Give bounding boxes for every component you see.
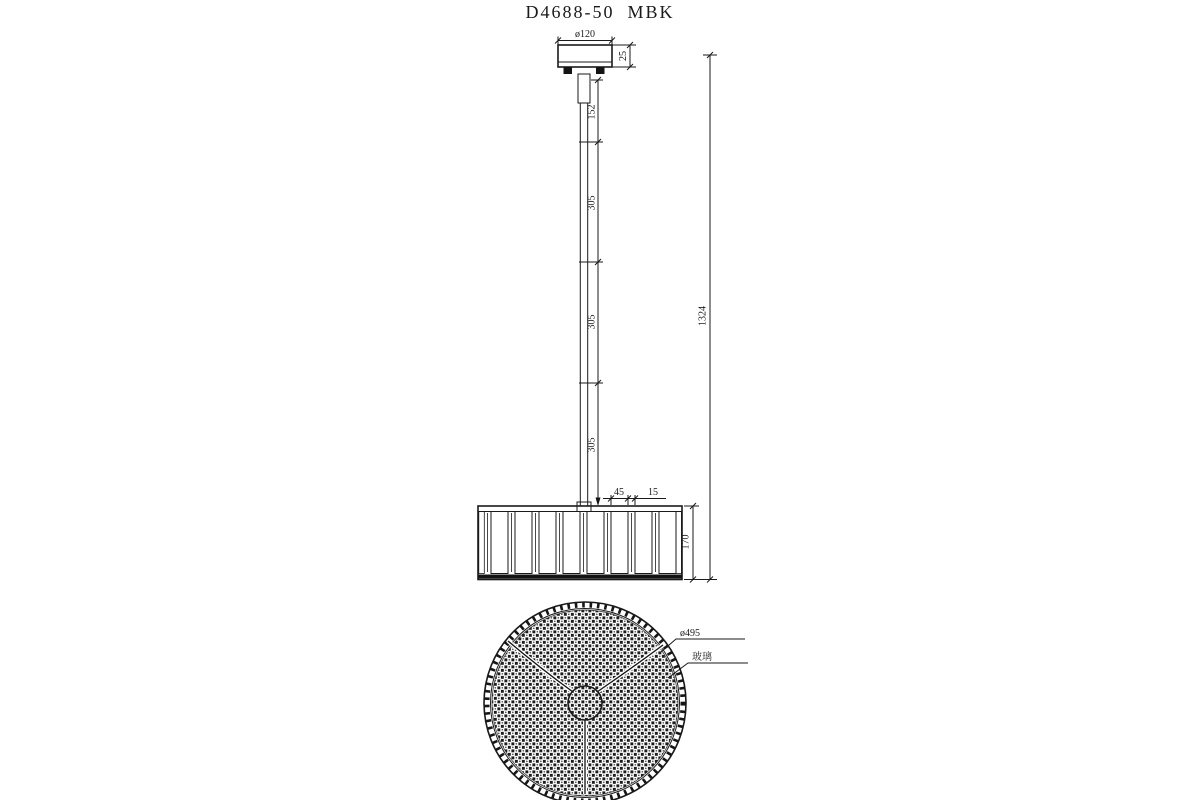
canopy-height-label: 25 xyxy=(618,51,629,61)
canopy-foot-left xyxy=(564,67,573,74)
crystal-strip xyxy=(587,512,604,574)
canopy-diameter-label: ø120 xyxy=(575,29,595,40)
panel-width-label: 45 xyxy=(614,487,624,498)
crystal-strip xyxy=(659,512,676,574)
crystal-strip xyxy=(479,512,485,574)
rod-segment-label-3: 305 xyxy=(586,314,598,330)
overall-height-label: 1324 xyxy=(697,306,709,326)
canopy-diameter-dimension xyxy=(555,29,615,45)
panel-gap-label: 15 xyxy=(648,487,658,498)
canopy-side-view xyxy=(555,29,636,103)
dimension-arrow-down xyxy=(596,498,601,507)
rod-segment-label-1: 152 xyxy=(586,104,598,120)
crystal-strip xyxy=(515,512,532,574)
crystal-strip xyxy=(611,512,628,574)
canopy-stem xyxy=(578,74,590,103)
crystal-strip xyxy=(491,512,508,574)
overall-height-dimension xyxy=(684,52,717,583)
crystal-strip xyxy=(635,512,652,574)
shade-height-dimension xyxy=(681,503,700,583)
drawing-title: D4688-50 MBK xyxy=(525,2,675,22)
canopy-height-dimension xyxy=(612,42,636,70)
crystal-strip xyxy=(539,512,556,574)
shade-diameter-label: ø495 xyxy=(680,628,700,639)
shade-height-label: 170 xyxy=(680,534,692,550)
canopy-foot-right xyxy=(596,67,605,74)
drum-shade-side-view xyxy=(478,502,682,580)
rod-segment-label-2: 305 xyxy=(586,195,598,211)
rod-segment-label-4: 305 xyxy=(586,437,598,453)
rod-dimension-chain xyxy=(587,77,604,506)
drum-bottom-rim xyxy=(478,575,682,579)
diameter-leader xyxy=(661,628,745,652)
shade-bottom-view xyxy=(484,602,748,800)
glass-material-label: 玻璃 xyxy=(692,652,712,663)
panel-dimensions xyxy=(603,487,666,505)
crystal-strip xyxy=(563,512,580,574)
canopy-body xyxy=(558,45,612,67)
